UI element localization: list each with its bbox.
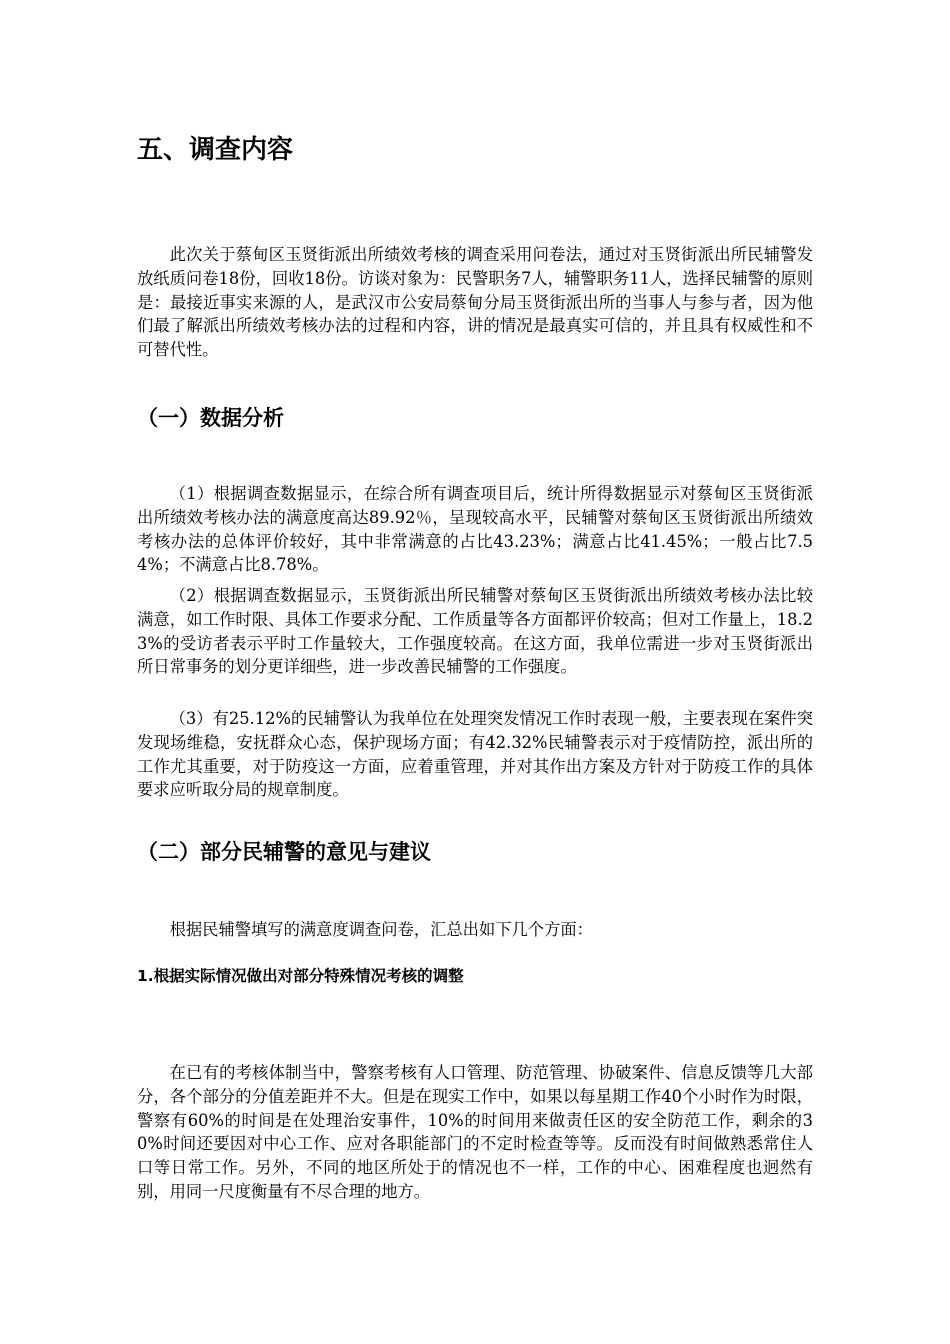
point-1-paragraph: 在已有的考核体制当中，警察考核有人口管理、防范管理、协破案件、信息反馈等几大部分，各个部分的分值差距并不大。但是在现实工作中，如果以每星期工作40个小时作为时限，警察有60%的时间是在处理治安事件，10%的时间用来做责任区的安全防范工作，剩余的30%时间还要因对中心工作、应对各职能部门的不定时检查等等。反而没有时间做熟悉常住人口等日常工作。另外，不同的地区所处于的情况也不一样，工作的中心、困难程度也迥然有别，用同一尺度衡量有不尽合理的地方。 (137, 1063, 813, 1201)
point-1-title: 1.根据实际情况做出对部分特殊情况考核的调整 (137, 967, 464, 985)
analysis-item-1: （1）根据调查数据显示，在综合所有调查项目后，统计所得数据显示对蔡甸区玉贤街派出所绩效考核办法的满意度高达89.92％，呈现较高水平，民辅警对蔡甸区玉贤街派出所绩效考核办法的总体评价较好，其中非常满意的占比43.23%；满意占比41.45%；一般占比7.54%；不满意占比8.78%。 (137, 484, 813, 575)
analysis-item-2: （2）根据调查数据显示，玉贤街派出所民辅警对蔡甸区玉贤街派出所绩效考核办法比较满意，如工作时限、具体工作要求分配、工作质量等各方面都评价较高；但对工作量上，18.23%的受访者表示平时工作量较大，工作强度较高。在这方面，我单位需进一步对玉贤街派出所日常事务的划分更详细些，进一步改善民辅警的工作强度。 (137, 586, 813, 677)
suggestions-intro: 根据民辅警填写的满意度调查问卷，汇总出如下几个方面： (169, 920, 593, 939)
analysis-item-3: （3）有25.12%的民辅警认为我单位在处理突发情况工作时表现一般，主要表现在案件突发现场维稳，安抚群众心态，保护现场方面；有42.32%民辅警表示对于疫情防控，派出所的工作尤其重要，对于防疫这一方面，应着重管理，并对其作出方案及方针对于防疫工作的具体要求应听取分局的规章制度。 (137, 709, 813, 800)
section-title: 五、调查内容 (137, 135, 294, 165)
intro-paragraph: 此次关于蔡甸区玉贤街派出所绩效考核的调查采用问卷法，通过对玉贤街派出所民辅警发放纸质问卷18份，回收18份。访谈对象为：民警职务7人，辅警职务11人，选择民辅警的原则是：最接近事实来源的人，是武汉市公安局蔡甸分局玉贤街派出所的当事人与参与者，因为他们最了解派出所绩效考核办法的过程和内容，讲的情况是最真实可信的，并且具有权威性和不可替代性。 (137, 245, 813, 360)
subsection-2-title: （二）部分民辅警的意见与建议 (137, 840, 431, 864)
subsection-1-title: （一）数据分析 (137, 406, 284, 430)
